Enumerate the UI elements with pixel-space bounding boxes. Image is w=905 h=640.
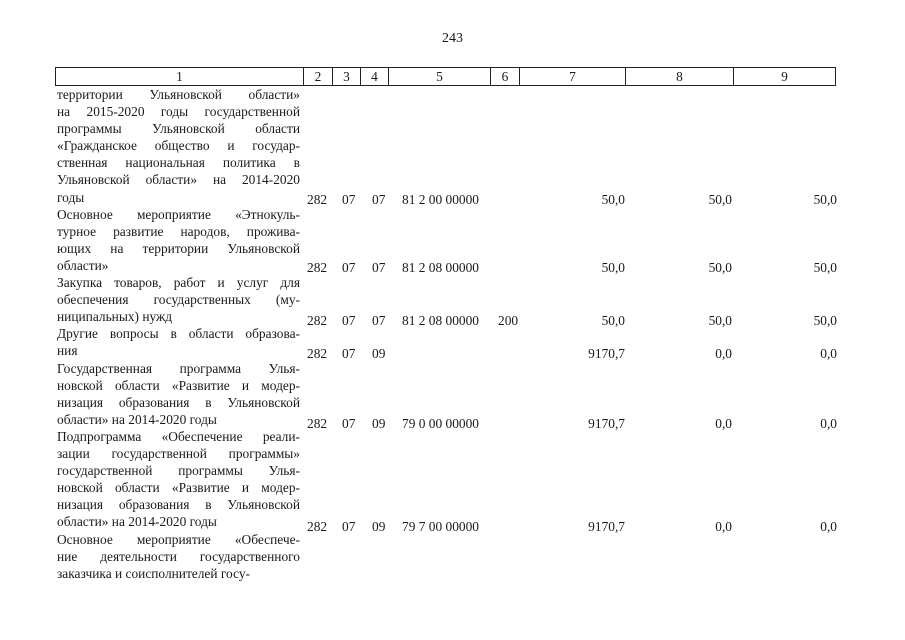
row-description-line: Другие вопросы в области образова- [57, 326, 300, 342]
row-description [57, 428, 300, 531]
row-description-line: низация образования в Ульяновской [57, 497, 300, 513]
column-header-6: 6 [491, 68, 520, 86]
row-description [57, 531, 300, 582]
cell-col-7: 50,0 [601, 260, 625, 275]
cell-col-7: 50,0 [601, 191, 625, 207]
row-description-line: «Гражданское общество и государ- [57, 138, 300, 154]
cell-col-5: 81 2 00 00000 [402, 191, 479, 207]
row-description-line: области» на 2014-2020 годы [57, 514, 217, 530]
cell-col-5: 79 7 00 00000 [402, 518, 479, 534]
row-description-line: ния [57, 343, 78, 359]
column-header-9: 9 [734, 68, 836, 86]
row-description [57, 325, 300, 359]
cell-col-8: 0,0 [715, 518, 732, 534]
cell-col-3: 07 [342, 415, 356, 431]
cell-col-3: 07 [342, 191, 356, 207]
cell-col-3: 07 [342, 313, 356, 329]
cell-col-6: 200 [498, 313, 519, 329]
row-description [57, 86, 300, 206]
cell-col-7: 9170,7 [588, 345, 625, 361]
cell-col-8: 50,0 [708, 191, 732, 207]
cell-col-9: 50,0 [813, 313, 837, 329]
cell-col-2: 282 [307, 191, 328, 207]
cell-col-9: 0,0 [820, 518, 837, 534]
column-header-2: 2 [304, 68, 333, 86]
row-description-line: ющих на территории Ульяновской [57, 240, 300, 256]
column-header-8: 8 [626, 68, 734, 86]
row-description-line: государственной программы Улья- [57, 463, 300, 479]
column-header-7: 7 [520, 68, 626, 86]
row-description-line: области» [57, 257, 109, 273]
cell-col-9: 0,0 [820, 345, 837, 361]
row-description-line: Государственная программа Улья- [57, 360, 300, 376]
row-description-line: зации государственной программы» [57, 446, 300, 462]
cell-col-5: 79 0 00 00000 [402, 415, 479, 431]
cell-col-9: 50,0 [813, 260, 837, 275]
cell-col-2: 282 [307, 415, 328, 431]
cell-col-4: 09 [372, 345, 386, 361]
cell-col-8: 50,0 [708, 313, 732, 329]
row-description-line: территории Ульяновской области» [57, 87, 300, 102]
cell-col-3: 07 [342, 345, 356, 361]
row-description-line: обеспечения государственных (му- [57, 292, 300, 308]
column-header-5: 5 [389, 68, 491, 86]
row-description-line: Закупка товаров, работ и услуг для [57, 275, 300, 291]
cell-col-5: 81 2 08 00000 [402, 313, 479, 329]
cell-col-5: 81 2 08 00000 [402, 260, 479, 275]
row-description-line: программы Ульяновской области [57, 121, 300, 137]
cell-col-4: 07 [372, 260, 386, 275]
cell-col-7: 9170,7 [588, 415, 625, 431]
cell-col-7: 50,0 [601, 313, 625, 329]
row-description-line: ниципальных) нужд [57, 309, 173, 325]
row-description-line: заказчика и соисполнителей госу- [57, 565, 250, 581]
cell-col-9: 0,0 [820, 415, 837, 431]
row-description-line: низация образования в Ульяновской [57, 394, 300, 410]
row-description-line: ственная национальная политика в [57, 155, 300, 171]
cell-col-8: 0,0 [715, 415, 732, 431]
row-description-line: на 2015-2020 годы государственной [57, 104, 300, 120]
row-description-line: области» на 2014-2020 годы [57, 411, 217, 427]
cell-col-7: 9170,7 [588, 518, 625, 534]
cell-col-2: 282 [307, 518, 328, 534]
cell-col-4: 09 [372, 518, 386, 534]
cell-col-8: 0,0 [715, 345, 732, 361]
page-number: 243 [442, 31, 463, 46]
cell-col-2: 282 [307, 345, 328, 361]
cell-col-2: 282 [307, 313, 328, 329]
cell-col-3: 07 [342, 518, 356, 534]
row-description-line: годы [57, 189, 85, 205]
cell-col-2: 282 [307, 260, 328, 275]
row-description-line: новской области «Развитие и модер- [57, 480, 300, 496]
row-description-line: Основное мероприятие «Этнокуль- [57, 206, 300, 222]
row-description-line: ние деятельности государственного [57, 548, 300, 564]
column-header-1: 1 [56, 68, 304, 86]
row-description-line: Основное мероприятие «Обеспече- [57, 531, 300, 547]
row-description-line: турное развитие народов, прожива- [57, 223, 300, 239]
cell-col-9: 50,0 [813, 191, 837, 207]
column-header-3: 3 [333, 68, 361, 86]
row-description [57, 360, 300, 428]
cell-col-3: 07 [342, 260, 356, 275]
cell-col-4: 09 [372, 415, 386, 431]
row-description-line: новской области «Развитие и модер- [57, 377, 300, 393]
cell-col-4: 07 [372, 191, 386, 207]
cell-col-4: 07 [372, 313, 386, 329]
row-description-line: Ульяновской области» на 2014-2020 [57, 172, 300, 188]
row-description [57, 206, 300, 274]
row-description-line: Подпрограмма «Обеспечение реали- [57, 429, 300, 444]
row-description [57, 274, 300, 325]
cell-col-8: 50,0 [708, 260, 732, 275]
column-header-4: 4 [361, 68, 389, 86]
